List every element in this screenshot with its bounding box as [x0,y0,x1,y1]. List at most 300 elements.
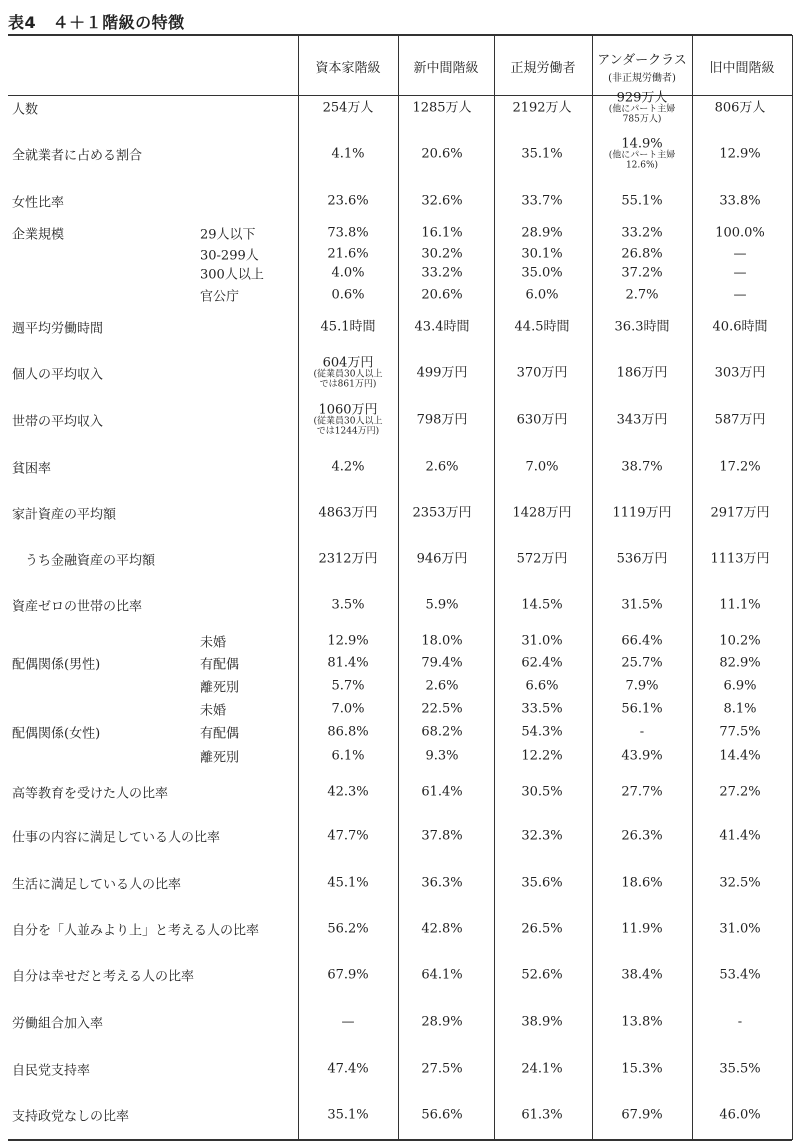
cell-value: 25.7% [621,655,663,671]
cell-value: 73.8% [327,225,369,241]
cell-value: 16.1% [421,225,463,241]
table-cell [421,148,462,161]
table-cell [609,92,676,125]
cell-value: 12.9% [719,146,761,162]
cell-value: 9.3% [425,748,459,764]
cell-value: 100.0% [715,225,765,241]
table-cell [719,148,760,161]
cell-note: (従業員30人以上 [313,416,383,427]
cell-value: 28.9% [421,1014,463,1030]
cell-value: 35.1% [521,146,563,162]
table-cell [327,969,368,982]
table-cell [521,657,562,670]
table-cell [621,657,662,670]
table-cell [719,969,760,982]
cell-value: 33.8% [719,193,761,209]
cell-value: 52.6% [521,967,563,983]
cell-value: 2.6% [425,459,459,475]
table-cell [321,321,376,334]
row-sublabel: 有配偶 [200,726,240,742]
cell-value: 14.4% [719,748,761,764]
column-header-label: 新中間階級 [413,60,479,76]
cell-value: 6.6% [525,678,559,694]
cell-value: 67.9% [621,1107,663,1123]
column-header [592,38,692,94]
cell-value: 604万円 [322,355,374,371]
table-cell [734,267,747,280]
table-cell [521,969,562,982]
cell-note: (従業員30人以上 [313,369,383,380]
table-cell [421,877,462,890]
table-cell [621,923,662,936]
cell-value: 10.2% [719,633,761,649]
cell-value: — [733,265,747,281]
row-sublabel: 官公庁 [200,289,240,305]
table-cell [314,357,383,390]
table-cell [425,750,458,763]
table-cell [521,923,562,936]
column-divider [398,35,399,1140]
table-cell [327,635,368,648]
cell-value: 18.6% [621,875,663,891]
cell-value: 30.2% [421,246,463,262]
row-label: 企業規模 [12,227,65,243]
row-sublabel: 未婚 [200,703,227,719]
table-cell [734,248,747,261]
table-cell [621,248,662,261]
cell-value: 37.8% [421,828,463,844]
cell-value: 77.5% [719,724,761,740]
table-cell [719,923,760,936]
cell-value: 32.5% [719,875,761,891]
table-cell [421,786,462,799]
cell-value: 41.4% [719,828,761,844]
cell-value: 61.4% [421,784,463,800]
table-cell [621,267,662,280]
column-header [692,38,792,94]
cell-value: 254万人 [322,100,374,116]
table-cell [512,102,571,115]
cell-value: 2.7% [625,287,659,303]
cell-value: 68.2% [421,724,463,740]
table-cell [719,1109,760,1122]
cell-value: 17.2% [719,459,761,475]
cell-value: 86.8% [327,724,369,740]
table-cell [512,507,571,520]
table-cell [521,786,562,799]
table-cell [327,1063,368,1076]
cell-value: 28.9% [521,225,563,241]
table-cell [719,635,760,648]
cell-value: 61.3% [521,1107,563,1123]
cell-note: では1244万円) [316,426,380,437]
cell-value: 40.6時間 [712,319,768,335]
cell-value: 44.5時間 [514,319,570,335]
cell-value: 26.3% [621,828,663,844]
column-header-label: 資本家階級 [315,60,381,76]
cell-value: 1428万円 [512,505,572,521]
table-cell [331,680,364,693]
table-cell [719,657,760,670]
table-cell [713,321,768,334]
table-cell [625,289,658,302]
cell-value: 42.3% [327,784,369,800]
cell-value: 56.1% [621,701,663,717]
cell-value: 54.3% [521,724,563,740]
row-label: 全就業者に占める割合 [12,148,143,164]
table-cell [421,703,462,716]
column-header-label: 正規労働者 [510,60,576,76]
cell-value: 0.6% [331,287,365,303]
column-header-sublabel: (非正規労働者) [608,72,676,84]
table-cell [521,248,562,261]
cell-value: 13.8% [621,1014,663,1030]
table-cell [327,1109,368,1122]
cell-value: 929万人 [616,90,668,106]
cell-value: - [737,1014,743,1030]
cell-value: 14.9% [621,136,663,152]
column-divider [792,35,793,1140]
table-cell [425,461,458,474]
table-cell [421,289,462,302]
cell-value: 14.5% [521,597,563,613]
row-label: 労働組合加入率 [12,1016,104,1032]
row-sublabel: 未婚 [200,635,227,651]
table-cell [421,267,462,280]
cell-value: 38.4% [621,967,663,983]
row-sublabel: 有配偶 [200,657,240,673]
cell-value: 4863万円 [318,505,378,521]
cell-value: 6.0% [525,287,559,303]
table-cell [331,750,364,763]
row-label: 貧困率 [12,461,52,477]
row-label: 個人の平均収入 [12,367,104,383]
cell-value: 36.3時間 [614,319,670,335]
cell-value: 21.6% [327,246,369,262]
table-cell [327,726,368,739]
column-divider [494,35,495,1140]
row-sublabel: 離死別 [200,750,240,766]
cell-value: 7.0% [525,459,559,475]
table-cell [615,321,670,334]
cell-value: 79.4% [421,655,463,671]
cell-value: 32.3% [521,828,563,844]
row-label: 自民党支持率 [12,1063,91,1079]
cell-note: 12.6%) [625,160,659,171]
table-cell [715,227,765,240]
row-label: 仕事の内容に満足している人の比率 [12,830,221,846]
cell-value: 12.9% [327,633,369,649]
cell-value: 26.8% [621,246,663,262]
cell-value: 66.4% [621,633,663,649]
table-title: 表4 ４＋１階級の特徴 [8,13,185,32]
table-cell [612,507,671,520]
cell-value: 53.4% [719,967,761,983]
cell-value: 45.1% [327,875,369,891]
table-cell [621,599,662,612]
row-label: 高等教育を受けた人の比率 [12,786,169,802]
table-cell [719,461,760,474]
table-cell [719,750,760,763]
table-cell [621,750,662,763]
table-cell [715,414,766,427]
table-cell [425,680,458,693]
table-cell [525,680,558,693]
table-cell [331,289,364,302]
table-cell [412,102,471,115]
cell-note: では861万円) [319,379,377,390]
cell-value: 45.1時間 [320,319,376,335]
table-cell [617,414,668,427]
cell-value: 11.9% [621,921,663,937]
cell-value: 30.5% [521,784,563,800]
table-cell [421,248,462,261]
table-cell [719,786,760,799]
cell-value: 1285万人 [412,100,472,116]
cell-value: 38.9% [521,1014,563,1030]
table-cell [327,227,368,240]
table-cell [421,195,462,208]
cell-value: 6.9% [723,678,757,694]
table-cell [719,195,760,208]
cell-value: 12.2% [521,748,563,764]
row-label: 週平均労働時間 [12,321,104,337]
table-cell [621,703,662,716]
cell-value: 81.4% [327,655,369,671]
cell-value: 3.5% [331,597,365,613]
cell-value: 82.9% [719,655,761,671]
cell-value: 2.6% [425,678,459,694]
table-cell [415,321,470,334]
table-cell [521,148,562,161]
table-cell [331,599,364,612]
table-cell [719,1063,760,1076]
cell-value: 35.0% [521,265,563,281]
table-cell [421,923,462,936]
table-cell [331,703,364,716]
table-cell [723,680,756,693]
cell-value: — [733,287,747,303]
cell-value: 31.5% [621,597,663,613]
table-cell [421,830,462,843]
cell-value: 798万円 [416,412,468,428]
table-cell [525,289,558,302]
column-divider [592,35,593,1140]
cell-value: 35.5% [719,1061,761,1077]
cell-value: 43.4時間 [414,319,470,335]
cell-value: 2353万円 [412,505,472,521]
table-cell [719,726,760,739]
cell-value: 64.1% [421,967,463,983]
table-cell [421,1016,462,1029]
row-label: うち金融資産の平均額 [12,553,156,569]
table-cell [342,1016,355,1029]
table-cell [617,553,668,566]
cell-value: 11.1% [719,597,761,613]
table-cell [719,877,760,890]
cell-value: 7.9% [625,678,659,694]
table-cell [517,553,568,566]
table-cell [521,750,562,763]
row-sublabel: 離死別 [200,680,240,696]
cell-value: 62.4% [521,655,563,671]
table-cell [521,599,562,612]
cell-value: 55.1% [621,193,663,209]
cell-value: 36.3% [421,875,463,891]
cell-value: 31.0% [719,921,761,937]
table-cell [327,248,368,261]
cell-note: 785万人) [622,114,662,125]
table-cell [521,195,562,208]
row-label: 配偶関係(女性) [12,726,101,742]
table-cell [621,1063,662,1076]
cell-value: 6.1% [331,748,365,764]
table-cell [621,461,662,474]
cell-value: 2917万円 [710,505,770,521]
cell-value: 587万円 [714,412,766,428]
table-cell [318,507,377,520]
table-cell [425,599,458,612]
column-header [298,38,398,94]
table-cell [417,553,468,566]
row-label: 女性比率 [12,195,65,211]
cell-value: 35.1% [327,1107,369,1123]
cell-value: 7.0% [331,701,365,717]
cell-value: 46.0% [719,1107,761,1123]
cell-value: 42.8% [421,921,463,937]
row-label: 家計資産の平均額 [12,507,117,523]
column-header-label: アンダークラス [597,52,687,68]
table-cell [715,102,766,115]
cell-value: 67.9% [327,967,369,983]
cell-value: 343万円 [616,412,668,428]
table-cell [621,786,662,799]
cell-value: 499万円 [416,365,468,381]
table-cell [412,507,471,520]
cell-value: - [639,724,645,740]
row-label: 世帯の平均収入 [12,414,104,430]
row-label: 人数 [12,102,39,118]
cell-value: 33.5% [521,701,563,717]
cell-value: 24.1% [521,1061,563,1077]
column-divider [692,35,693,1140]
table-cell [521,830,562,843]
cell-value: 1060万円 [318,402,378,418]
cell-value: 630万円 [516,412,568,428]
table-cell [327,786,368,799]
table-cell [521,267,562,280]
cell-value: 27.7% [621,784,663,800]
row-label: 生活に満足している人の比率 [12,877,182,893]
table-cell [327,657,368,670]
cell-value: 303万円 [714,365,766,381]
cell-value: 56.6% [421,1107,463,1123]
table-cell [327,923,368,936]
table-cell [421,635,462,648]
table-cell [521,1109,562,1122]
column-header [398,38,494,94]
cell-value: 8.1% [723,701,757,717]
table-rule [8,34,792,36]
cell-value: 946万円 [416,551,468,567]
cell-value: 1119万円 [612,505,672,521]
cell-value: — [341,1014,355,1030]
cell-value: 56.2% [327,921,369,937]
table-cell [617,367,668,380]
cell-value: 370万円 [516,365,568,381]
cell-value: 2312万円 [318,551,378,567]
table-cell [715,367,766,380]
cell-note: (他にパート主婦 [608,104,676,115]
table-cell [621,1016,662,1029]
table-cell [719,599,760,612]
table-cell [525,461,558,474]
table-cell [521,1016,562,1029]
cell-value: 1113万円 [710,551,770,567]
cell-value: 26.5% [521,921,563,937]
cell-value: 572万円 [516,551,568,567]
cell-value: 33.2% [421,265,463,281]
table-cell [621,877,662,890]
table-cell [621,195,662,208]
cell-value: 20.6% [421,146,463,162]
table-cell [710,553,769,566]
table-cell [327,195,368,208]
column-divider [298,35,299,1140]
cell-value: 32.6% [421,193,463,209]
cell-value: 27.5% [421,1061,463,1077]
table-cell [710,507,769,520]
row-label: 自分は幸せだと考える人の比率 [12,969,195,985]
cell-value: 2192万人 [512,100,572,116]
row-label: 資産ゼロの世帯の比率 [12,599,143,615]
table-cell [521,703,562,716]
table-cell [521,877,562,890]
column-header [494,38,592,94]
table-cell [521,726,562,739]
table-cell [625,680,658,693]
table-cell [621,227,662,240]
cell-value: 5.7% [331,678,365,694]
cell-value: 20.6% [421,287,463,303]
table-cell [421,657,462,670]
cell-value: 43.9% [621,748,663,764]
cell-value: 4.2% [331,459,365,475]
cell-value: 38.7% [621,459,663,475]
cell-value: 15.3% [621,1061,663,1077]
table-cell [521,1063,562,1076]
table-cell [517,414,568,427]
row-label: 自分を「人並みより上」と考える人の比率 [12,923,260,939]
row-label: 配偶関係(男性) [12,657,101,673]
table-cell [417,367,468,380]
cell-value: 22.5% [421,701,463,717]
cell-value: 35.6% [521,875,563,891]
table-cell [609,138,676,171]
row-sublabel: 29人以下 [200,227,256,243]
cell-value: 4.1% [331,146,365,162]
table-cell [331,461,364,474]
cell-value: 27.2% [719,784,761,800]
table-cell [327,830,368,843]
table-cell [738,1016,742,1029]
table-cell [421,726,462,739]
table-cell [734,289,747,302]
cell-value: 37.2% [621,265,663,281]
table-cell [421,227,462,240]
table-cell [723,703,756,716]
table-cell [621,830,662,843]
